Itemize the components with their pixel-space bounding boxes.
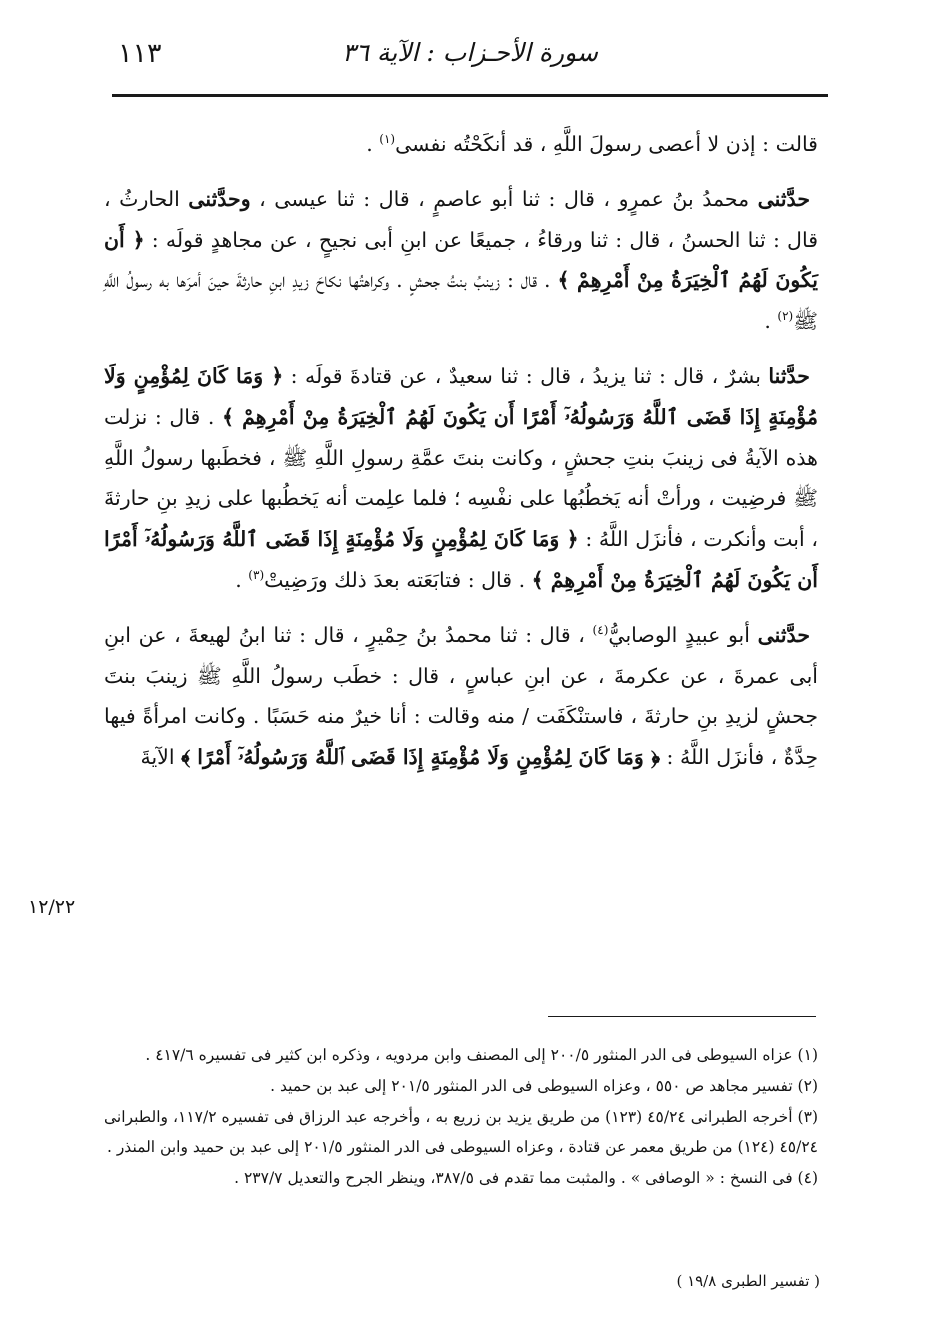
main-text bbox=[104, 124, 818, 778]
p4-text-a: أبو عبيدٍ الوصابيُّ bbox=[608, 622, 758, 647]
p2-text-c: . قال : زينبُ بنتُ جحشٍ . وكراهتُها نكاحَ زيدِ ابنِ حارثةَ حينَ أمرَها به رسولُ اللَّهِ ﷺ bbox=[104, 268, 818, 334]
paragraph-1 bbox=[104, 124, 818, 165]
page-header bbox=[112, 34, 828, 84]
p4-text-c: الآيةَ bbox=[140, 745, 182, 770]
footnote-4: (٤) فى النسخ : « الوصافى » . والمثبت مما تقدم فى ٣٨٧/٥، وينظر الجرح والتعديل ٢٣٧/٧ . bbox=[234, 1169, 818, 1188]
p2-lead: حدَّثنى bbox=[757, 186, 810, 211]
p3-lead: حدَّثنا bbox=[768, 363, 810, 388]
volume-reference: ( تفسير الطبرى ١٩/٨ ) bbox=[676, 1272, 820, 1290]
footnotes bbox=[104, 1040, 818, 1194]
page-number: ١١٣ bbox=[118, 38, 162, 69]
p4-lead: حدَّثنى bbox=[757, 622, 810, 647]
p3-quran-quote-2: ﴿ وَمَا كَانَ لِمُؤْمِنٍ وَلَا مُؤْمِنَةٍ إِذَا قَضَى ٱللَّهُ وَرَسُولُهُۥٓ أَمْرًا أَن يَكُونَ لَهُمُ ٱلْخِيَرَةُ مِنْ أَمْرِهِمْ ﴾ bbox=[104, 527, 818, 592]
paragraph-4 bbox=[104, 615, 818, 778]
footnote-marker-4: (٤) bbox=[592, 622, 609, 637]
p3-text-c: . قال : فتابَعَته بعدَ ذلك ورَضِيتْ bbox=[264, 567, 532, 592]
paragraph-3 bbox=[104, 356, 818, 601]
footnote-2: (٢) تفسير مجاهد ص ٥٥٠ ، وعزاه السيوطى فى الدر المنثور ٢٠١/٥ إلى عبد بن حميد . bbox=[270, 1076, 818, 1095]
p3-quran-quote-1: ﴿ وَمَا كَانَ لِمُؤْمِنٍ وَلَا مُؤْمِنَةٍ إِذَا قَضَى ٱللَّهُ وَرَسُولُهُۥٓ أَمْرًا أَن يَكُونَ لَهُمُ ٱلْخِيَرَةُ مِنْ أَمْرِهِمْ ﴾ bbox=[104, 363, 818, 429]
footnote-1: (١) عزاه السيوطى فى الدر المنثور ٢٠٠/٥ إلى المصنف وابن مردويه ، وذكره ابن كثير فى تفسيره ٤١٧/٦ . bbox=[145, 1046, 818, 1064]
p2-quran-quote: ﴿ أَن يَكُونَ لَهُمُ ٱلْخِيَرَةُ مِنْ أَمْرِهِمْ ﴾ bbox=[104, 227, 818, 293]
footnote-marker-1: (١) bbox=[379, 132, 396, 147]
paragraph-2 bbox=[104, 179, 818, 342]
footnote-3: (٣) أخرجه الطبرانى ٤٥/٢٤ (١٢٣) من طريق يزيد بن زريع به ، وأخرجه عبد الرزاق فى تفسيره ١١٧/٢، والطبرانى ٤٥/٢٤ (١٢٤) من طريق معمر عن قتادة ، وعزاه السيوطى فى الدر المنثور ٢٠١/٥ إلى عبد بن حميد وابن المنذر . bbox=[104, 1107, 818, 1157]
p2-text-a: محمدُ بنُ عمرٍو ، قال : ثنا أبو عاصمٍ ، قال : ثنا عيسى ، bbox=[250, 186, 758, 211]
p3-text-b: . قال : نزلت هذه الآيةُ فى زينبَ بنتِ جحشٍ ، وكانت بنتَ عمَّةِ رسولِ اللَّهِ ﷺ ، فخطَبها رسولُ اللَّهِ ﷺ فرضِيت ، ورأتْ أنه يَخطُبُها على نفْسِه ؛ فلما علِمت أنه يَخطُبها على زيدِ بنِ حارثةَ ، أبت وأنكرت ، فأنزَل اللَّهُ : bbox=[104, 404, 818, 552]
p2-end: . bbox=[764, 309, 778, 334]
p2-lead-2: وحدَّثنى bbox=[188, 186, 251, 211]
footnote-marker-3: (٣) bbox=[248, 568, 265, 583]
running-title: سورة الأحـزاب : الآية ٣٦ bbox=[342, 38, 598, 67]
p4-quran-quote: ﴿ وَمَا كَانَ لِمُؤْمِنٍ وَلَا مُؤْمِنَةٍ إِذَا قَضَى ٱللَّهُ وَرَسُولُهُۥٓ أَمْرًا ﴾ bbox=[181, 745, 661, 770]
footnote-rule bbox=[548, 1016, 816, 1017]
p4-text-b: ، قال : ثنا محمدُ بنُ حِمْيرٍ ، قال : ثنا ابنُ لهيعةَ ، عن ابنِ أبى عمرةَ ، عن عكرمةَ ، عن ابنِ عباسٍ ، قال : خطَب رسولُ اللَّهِ ﷺ زينبَ بنتَ جحشٍ لزيدِ بنِ حارثةَ ، فاستنْكَفَت / منه وقالت : أنا خيرٌ منه حَسَبًا . وكانت امرأةً فيها حِدَّةٌ ، فأنزَل اللَّهُ : bbox=[104, 622, 818, 770]
p3-text-a: بشرٌ ، قال : ثنا يزيدُ ، قال : ثنا سعيدٌ ، عن قتادةَ قولَه : bbox=[283, 363, 769, 388]
p3-end: . bbox=[235, 567, 249, 592]
p1-text: قالت : إذن لا أعصى رسولَ اللَّهِ ، قد أنكَحْتُه نفسى bbox=[395, 132, 818, 156]
header-rule bbox=[112, 94, 828, 97]
p2-text-b: الحارثُ ، قال : ثنا الحسنُ ، قال : ثنا ورقاءُ ، جميعًا عن ابنِ أبى نجيحٍ ، عن مجاهدٍ قولَه : bbox=[104, 186, 818, 252]
margin-reference: ١٢/٢٢ bbox=[28, 896, 76, 918]
footnote-marker-2: (٢) bbox=[777, 309, 794, 324]
p1-end: . bbox=[366, 132, 380, 156]
